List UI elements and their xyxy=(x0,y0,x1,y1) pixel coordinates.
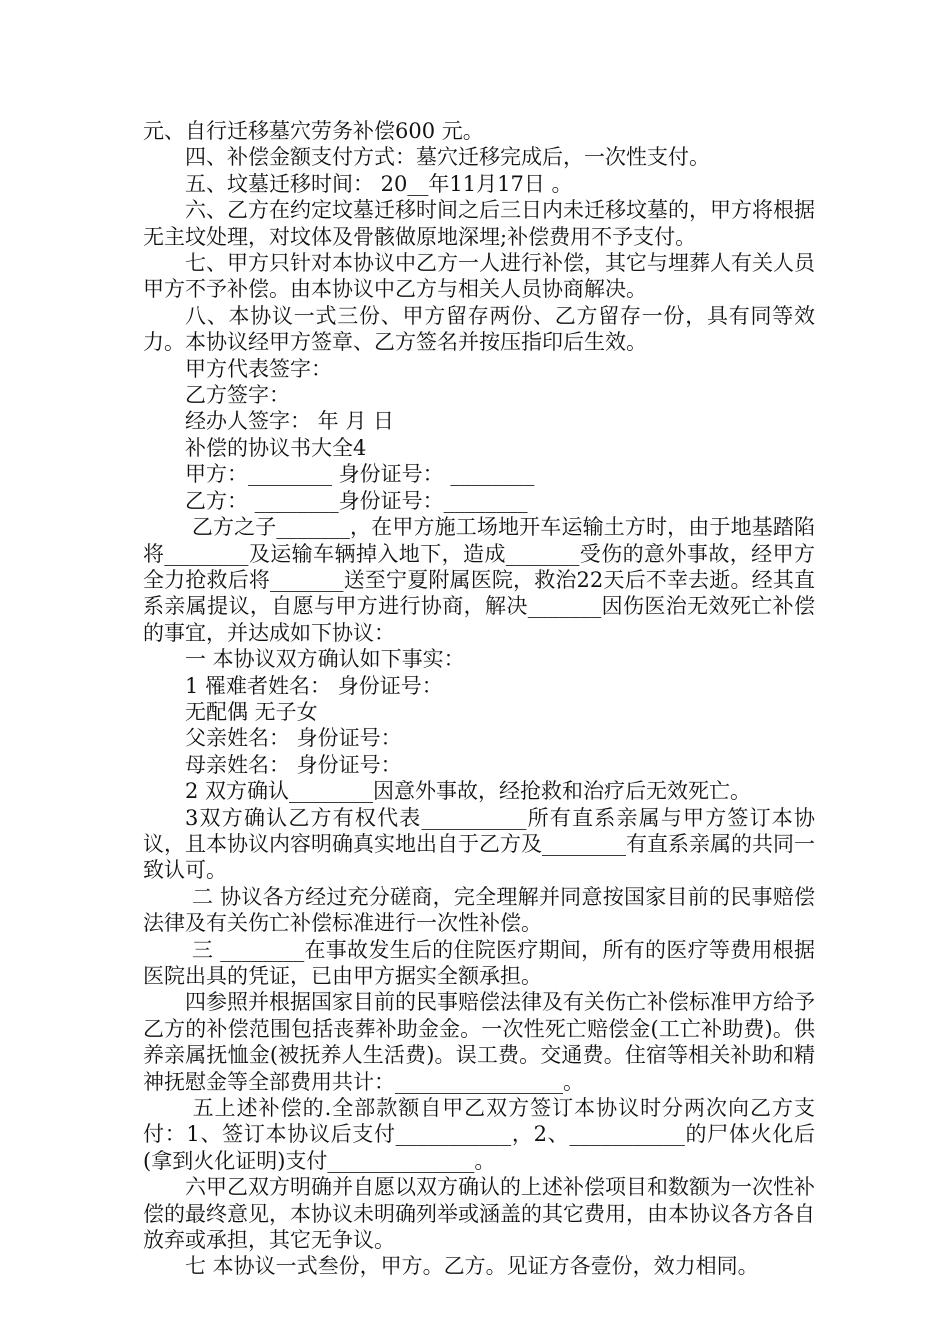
section-heading: 补偿的协议书大全4 xyxy=(185,435,367,460)
party-a-id-line: 甲方：________ 身份证号： ________ xyxy=(185,462,535,487)
paragraph-relocation-date: 五、坟墓迁移时间： 20__年11月17日 。 xyxy=(185,171,573,196)
party-b-id-line: 乙方： ________身份证号：________ xyxy=(185,488,528,513)
father-name-line: 父亲姓名： 身份证号： xyxy=(185,726,402,751)
paragraph-relocation-labor-fee: 元、自行迁移墓穴劳务补偿600 元。 xyxy=(143,119,484,143)
signature-handler-date: 经办人签字： 年 月 日 xyxy=(185,409,395,434)
paragraph-overdue-clause: 六、乙方在约定坟墓迁移时间之后三日内未迁移坟墓的，甲方将根据无主坟处理，对坟体及骨骸做原地深埋;补偿费用不予支付。 xyxy=(143,198,815,249)
clause-three: 三 ________在事故发生后的住院医疗期间，所有的医疗等费用根据医院出具的凭证，已由甲方据实全额承担。 xyxy=(143,937,815,988)
paragraph-copies-clause: 八、本协议一式三份、甲方留存两份、乙方留存一份，具有同等效力。本协议经甲方签章、乙方签名并按压指印后生效。 xyxy=(143,303,815,355)
clause-four: 四参照并根据国家目前的民事赔偿法律及有关伤亡补偿标准甲方给予乙方的补偿范围包括丧葬补助金金。一次性死亡赔偿金(工亡补助费)。供养亲属抚恤金(被抚养人生活费)。误工费。交通费。住宿等相关补助和精神抚慰金等全部费用共计：________________。 xyxy=(143,990,815,1094)
clause-six: 六甲乙双方明确并自愿以双方确认的上述补偿项目和数额为一次性补偿的最终意见，本协议未明确列举或涵盖的其它费用，由本协议各方各自放弃或承担，其它无争议。 xyxy=(143,1175,815,1253)
clause-confirm-representative: 3双方确认乙方有权代表__________所有直系亲属与甲方签订本协议，且本协议内容明确真实地出自于乙方及________有直系亲属的共同一致认可。 xyxy=(143,805,815,883)
clause-five: 五上述补偿的.全部款额自甲乙双方签订本协议时分两次向乙方支付：1、签订本协议后支付___________，2、___________的尸体火化后(拿到火化证明)支付______________。 xyxy=(143,1096,815,1173)
clause-confirm-death: 2 双方确认________因意外事故，经抢救和治疗后无效死亡。 xyxy=(185,779,752,804)
signature-party-a-rep: 甲方代表签字： xyxy=(185,356,332,381)
paragraph-payment-method: 四、补偿金额支付方式：墓穴迁移完成后，一次性支付。 xyxy=(185,145,710,170)
paragraph-incident-description: 乙方之子_______，在甲方施工场地开车运输土方时，由于地基踏陷将________及运输车辆掉入地下，造成_______受伤的意外事故，经甲方全力抢救后将_______送至宁夏附属医院，救治22天后不幸去逝。经其直系亲属提议，自愿与甲方进行协商，解决_______因伤医治无效死亡补偿的事宜，并达成如下协议： xyxy=(143,515,815,645)
paragraph-single-party-clause: 七、甲方只针对本协议中乙方一人进行补偿，其它与埋葬人有关人员甲方不予补偿。由本协议中乙方与相关人员协商解决。 xyxy=(143,251,815,302)
victim-name-line: 1 罹难者姓名： 身份证号： xyxy=(185,673,443,698)
document-page xyxy=(143,118,815,1280)
clause-two: 二 协议各方经过充分磋商，完全理解并同意按国家目前的民事赔偿法律及有关伤亡补偿标准进行一次性补偿。 xyxy=(143,884,815,936)
clause-seven: 七 本协议一式叁份，甲方。乙方。见证方各壹份，效力相同。 xyxy=(185,1254,759,1279)
signature-party-b: 乙方签字： xyxy=(185,383,290,408)
no-spouse-line: 无配偶 无子女 xyxy=(185,699,318,724)
mother-name-line: 母亲姓名： 身份证号： xyxy=(185,752,402,777)
clause-one-heading: 一 本协议双方确认如下事实： xyxy=(185,647,465,672)
